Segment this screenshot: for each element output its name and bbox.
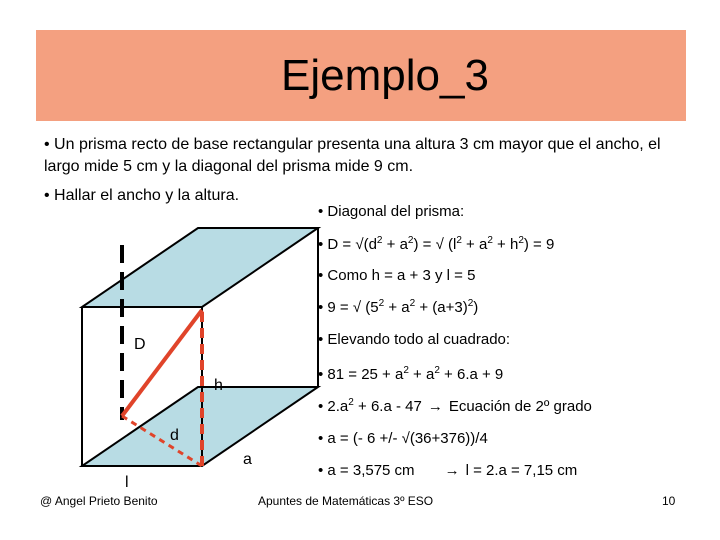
prism-top-face: [82, 228, 318, 307]
footer-course: Apuntes de Matemáticas 3º ESO: [258, 494, 434, 508]
solution-line-5: • $81 = 25 + a^2 + a^2 + 6.a + 9$: [318, 365, 504, 383]
question-text: • Hallar el ancho y la altura.: [44, 187, 240, 204]
label-D: D: [134, 336, 146, 353]
footer-author: @ Angel Prieto Benito: [40, 494, 158, 508]
intro-text: • Un prisma recto de base rectangular presenta una altura 3 cm mayor que el ancho, el largo mide 5 cm y la diagonal del prisma mide 9 cm.: [44, 136, 661, 175]
solution-line-8: • a = 3,575 cm → l = 2.a = 7,15 cm: [318, 462, 578, 479]
solution-line-2: • Como h = a + 3 y l = 5: [318, 267, 476, 284]
solution-heading: • Diagonal del prisma:: [318, 203, 465, 220]
arrow-icon: →: [444, 462, 460, 479]
solution-line-3: • 9 = √ $(5^2 + a^2 + (a+3)^2)$: [318, 298, 479, 316]
footer-page-number: 10: [662, 494, 676, 508]
solution-line-1: • $D = √(d^2 + a^2)$ = √ $(l^2 + a^2 + h^2) = 9$: [318, 235, 555, 253]
solution-line-4: • Elevando todo al cuadrado:: [318, 331, 511, 348]
label-d: d: [170, 427, 179, 444]
solution-line-7: • a = (- 6 +/- √(36+376))/4: [318, 430, 488, 447]
arrow-icon: →: [427, 398, 443, 415]
label-a: a: [243, 451, 252, 468]
slide-title: Ejemplo_3: [281, 50, 489, 100]
solution-line-6: • $2.a^2 + 6.a - 47$ → Ecuación de 2º grado: [318, 397, 592, 415]
label-h: h: [214, 377, 223, 394]
label-l: l: [125, 474, 129, 491]
